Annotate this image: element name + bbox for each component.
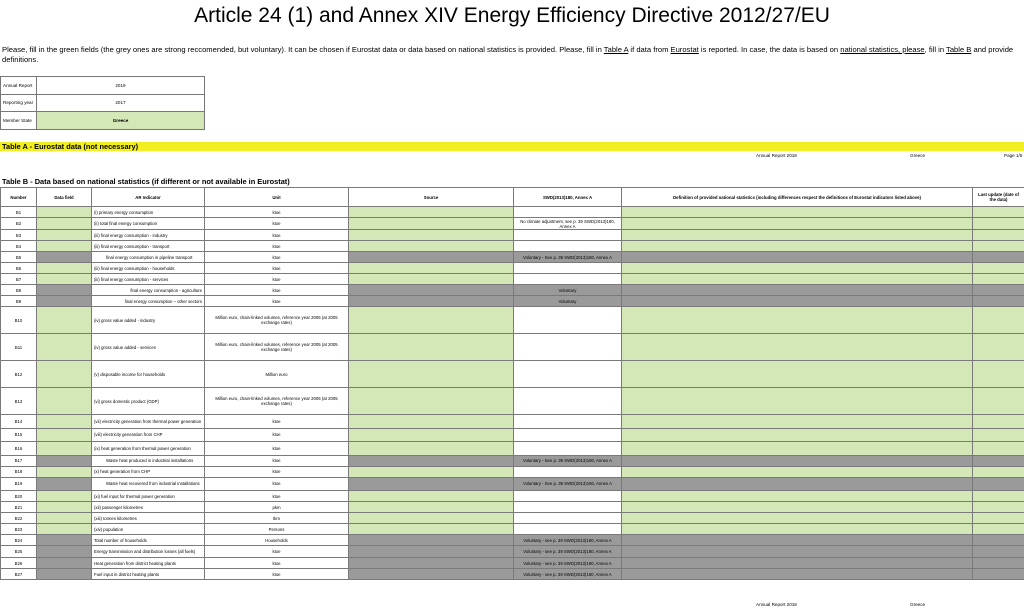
swd-note	[514, 428, 622, 442]
row-number: B2	[1, 218, 37, 230]
last-update-input[interactable]	[973, 296, 1024, 307]
source-input[interactable]	[349, 535, 514, 546]
table-row	[1, 524, 1024, 535]
indicator-label: (iv) gross value added - industry	[92, 307, 205, 334]
indicator-label: Waste heat recovered from industrial installations	[92, 477, 205, 491]
table-row	[1, 513, 1024, 524]
source-input[interactable]	[349, 442, 514, 456]
table-row	[1, 263, 1024, 274]
data-field-input[interactable]	[37, 307, 92, 334]
meta-row	[1, 112, 205, 130]
row-number: B8	[1, 285, 37, 296]
last-update-input[interactable]	[973, 252, 1024, 263]
unit-label: ktoe	[205, 207, 349, 218]
data-field-input[interactable]	[37, 535, 92, 546]
row-number: B21	[1, 502, 37, 513]
definition-input[interactable]	[622, 207, 973, 218]
swd-note	[514, 334, 622, 361]
swd-note	[514, 502, 622, 513]
source-input[interactable]	[349, 428, 514, 442]
indicator-label: (ix) heat generation from thermal power generation	[92, 442, 205, 456]
unit-label: ktoe	[205, 252, 349, 263]
definition-input[interactable]	[622, 477, 973, 491]
table-row	[1, 502, 1024, 513]
indicator-label: (i) primary energy consumption	[92, 207, 205, 218]
indicator-label: Energy transmission and distribution losses (all fuels)	[92, 546, 205, 558]
unit-label: ktoe	[205, 285, 349, 296]
member-state-field[interactable]: Greece	[37, 112, 205, 130]
definition-input[interactable]	[622, 241, 973, 252]
reporting-year-field[interactable]: 2017	[37, 94, 205, 112]
meta-label: Reporting year	[1, 94, 37, 112]
last-update-input[interactable]	[973, 491, 1024, 502]
row-number: B14	[1, 415, 37, 429]
table-row	[1, 361, 1024, 388]
data-field-input[interactable]	[37, 569, 92, 580]
swd-note	[514, 361, 622, 388]
table-row	[1, 274, 1024, 285]
swd-note	[514, 263, 622, 274]
last-update-input[interactable]	[973, 207, 1024, 218]
swd-note	[514, 307, 622, 334]
data-field-input[interactable]	[37, 334, 92, 361]
last-update-input[interactable]	[973, 535, 1024, 546]
national-statistics-link: national statistics, please	[840, 45, 925, 54]
unit-label: ktoe	[205, 442, 349, 456]
definition-input[interactable]	[622, 274, 973, 285]
table-row	[1, 491, 1024, 502]
indicator-label: final energy consumption - agriculture	[92, 285, 205, 296]
swd-note: No climate adjustment, see p. 39 SWD(2013)180, Annex A	[514, 218, 622, 230]
swd-note	[514, 415, 622, 429]
data-field-input[interactable]	[37, 218, 92, 230]
col-header-indicator: AR Indicator	[92, 188, 205, 207]
last-update-input[interactable]	[973, 466, 1024, 477]
source-input[interactable]	[349, 569, 514, 580]
source-input[interactable]	[349, 524, 514, 535]
last-update-input[interactable]	[973, 569, 1024, 580]
table-row	[1, 535, 1024, 546]
table-row	[1, 285, 1024, 296]
unit-label: ktoe	[205, 218, 349, 230]
last-update-input[interactable]	[973, 218, 1024, 230]
table-row	[1, 428, 1024, 442]
indicator-label: (iii) final energy consumption - services	[92, 274, 205, 285]
last-update-input[interactable]	[973, 307, 1024, 334]
indicator-label: final energy consumption in pipeline transport	[92, 252, 205, 263]
data-field-input[interactable]	[37, 207, 92, 218]
definition-input[interactable]	[622, 415, 973, 429]
unit-label: ktoe	[205, 230, 349, 241]
row-number: B27	[1, 569, 37, 580]
data-field-input[interactable]	[37, 477, 92, 491]
unit-label: ktoe	[205, 455, 349, 466]
last-update-input[interactable]	[973, 230, 1024, 241]
col-header-last-update: Last update (date of the data)	[973, 188, 1024, 207]
intro-text-2: if data from	[628, 45, 671, 54]
row-number: B16	[1, 442, 37, 456]
footer-page: Page 1/5	[1004, 153, 1023, 158]
source-input[interactable]	[349, 546, 514, 558]
swd-note	[514, 388, 622, 415]
definition-input[interactable]	[622, 252, 973, 263]
table-a-link: Table A	[603, 45, 629, 54]
swd-note	[514, 274, 622, 285]
table-row	[1, 252, 1024, 263]
eurostat-link: Eurostat	[670, 45, 699, 54]
last-update-input[interactable]	[973, 428, 1024, 442]
unit-label: ktoe	[205, 428, 349, 442]
table-row	[1, 296, 1024, 307]
unit-label: ktoe	[205, 241, 349, 252]
indicator-label: Fuel input in district heating plants	[92, 569, 205, 580]
indicator-label: (xi) fuel input for thermal power generation	[92, 491, 205, 502]
row-number: B7	[1, 274, 37, 285]
source-input[interactable]	[349, 285, 514, 296]
row-number: B15	[1, 428, 37, 442]
col-header-unit: Unit	[205, 188, 349, 207]
last-update-input[interactable]	[973, 502, 1024, 513]
indicator-label: (iv) gross value added - services	[92, 334, 205, 361]
data-field-input[interactable]	[37, 263, 92, 274]
report-meta-table	[0, 76, 205, 130]
last-update-input[interactable]	[973, 442, 1024, 456]
unit-label: ktoe	[205, 274, 349, 285]
annual-report-field[interactable]: 2019	[37, 77, 205, 95]
definition-input[interactable]	[622, 442, 973, 456]
unit-label: ktoe	[205, 569, 349, 580]
row-number: B3	[1, 230, 37, 241]
unit-label: ktoe	[205, 558, 349, 569]
data-field-input[interactable]	[37, 285, 92, 296]
footer-country: Greece	[910, 153, 926, 158]
last-update-input[interactable]	[973, 477, 1024, 491]
swd-note: Voluntary - see p. 39 SWD(2013)180, Annex A	[514, 569, 622, 580]
footer-country: Greece	[910, 602, 926, 607]
indicator-label: (xii) passenger kilometres	[92, 502, 205, 513]
indicator-label: (xiii) tonnes kilometres	[92, 513, 205, 524]
row-number: B5	[1, 252, 37, 263]
definition-input[interactable]	[622, 388, 973, 415]
indicator-label: (ii) total final energy consumption	[92, 218, 205, 230]
last-update-input[interactable]	[973, 558, 1024, 569]
swd-note	[514, 524, 622, 535]
row-number: B11	[1, 334, 37, 361]
table-row	[1, 230, 1024, 241]
row-number: B9	[1, 296, 37, 307]
source-input[interactable]	[349, 307, 514, 334]
row-number: B25	[1, 546, 37, 558]
data-field-input[interactable]	[37, 388, 92, 415]
intro-text-4: , fill in	[924, 45, 947, 54]
source-input[interactable]	[349, 334, 514, 361]
source-input[interactable]	[349, 274, 514, 285]
unit-label: Persons	[205, 524, 349, 535]
data-field-input[interactable]	[37, 502, 92, 513]
definition-input[interactable]	[622, 513, 973, 524]
col-header-source: Source	[349, 188, 514, 207]
source-input[interactable]	[349, 263, 514, 274]
row-number: B4	[1, 241, 37, 252]
table-row	[1, 415, 1024, 429]
definition-input[interactable]	[622, 230, 973, 241]
data-field-input[interactable]	[37, 442, 92, 456]
indicator-label: Heat generation from district heating plants	[92, 558, 205, 569]
swd-note: Voluntary	[514, 285, 622, 296]
indicator-label: (vii) electricity generation from thermal power generation	[92, 415, 205, 429]
data-field-input[interactable]	[37, 558, 92, 569]
indicator-label: Total number of households	[92, 535, 205, 546]
table-row	[1, 241, 1024, 252]
definition-input[interactable]	[622, 218, 973, 230]
source-input[interactable]	[349, 207, 514, 218]
unit-label: Million euro, chain-linked volumes, reference year 2005 (at 2005 exchange rates)	[205, 307, 349, 334]
meta-label: Annual Report	[1, 77, 37, 95]
col-header-number: Number	[1, 188, 37, 207]
col-header-data-field: Data field	[37, 188, 92, 207]
table-row	[1, 569, 1024, 580]
meta-row	[1, 77, 205, 95]
definition-input[interactable]	[622, 466, 973, 477]
indicator-label: (v) disposable income for households	[92, 361, 205, 388]
row-number: B17	[1, 455, 37, 466]
table-b-header-row	[1, 188, 1024, 207]
source-input[interactable]	[349, 218, 514, 230]
data-field-input[interactable]	[37, 361, 92, 388]
unit-label: ktoe	[205, 415, 349, 429]
last-update-input[interactable]	[973, 415, 1024, 429]
definition-input[interactable]	[622, 361, 973, 388]
data-field-input[interactable]	[37, 513, 92, 524]
swd-note: Voluntary - see p. 39 SWD(2013)180, Annex A	[514, 546, 622, 558]
source-input[interactable]	[349, 252, 514, 263]
data-field-input[interactable]	[37, 524, 92, 535]
definition-input[interactable]	[622, 569, 973, 580]
meta-row	[1, 94, 205, 112]
intro-text-5: and provide definitions.	[2, 45, 1014, 64]
last-update-input[interactable]	[973, 274, 1024, 285]
indicator-label: (iii) final energy consumption - industry	[92, 230, 205, 241]
table-a-header: Table A - Eurostat data (not necessary)	[0, 142, 1024, 151]
data-field-input[interactable]	[37, 546, 92, 558]
intro-text-3: is reported. In case, the data is based on	[698, 45, 841, 54]
definition-input[interactable]	[622, 285, 973, 296]
indicator-label: (iii) final energy consumption - transport	[92, 241, 205, 252]
definition-input[interactable]	[622, 558, 973, 569]
data-field-input[interactable]	[37, 466, 92, 477]
source-input[interactable]	[349, 491, 514, 502]
definition-input[interactable]	[622, 263, 973, 274]
source-input[interactable]	[349, 477, 514, 491]
row-number: B10	[1, 307, 37, 334]
swd-note	[514, 491, 622, 502]
unit-label: ktoe	[205, 546, 349, 558]
indicator-label: (iii) final energy consumption - households	[92, 263, 205, 274]
indicator-label: (vi) gross domestic product (GDP)	[92, 388, 205, 415]
col-header-swd: SWD(2013)180, Annex A	[514, 188, 622, 207]
definition-input[interactable]	[622, 502, 973, 513]
data-field-input[interactable]	[37, 491, 92, 502]
definition-input[interactable]	[622, 296, 973, 307]
last-update-input[interactable]	[973, 388, 1024, 415]
table-row	[1, 455, 1024, 466]
unit-label: Million euro, chain-linked volumes, reference year 2005 (at 2005 exchange rates)	[205, 334, 349, 361]
data-field-input[interactable]	[37, 252, 92, 263]
swd-note: Voluntary - See p. 39 SWD(2013)180, Annex A	[514, 252, 622, 263]
definition-input[interactable]	[622, 491, 973, 502]
unit-label: ktoe	[205, 477, 349, 491]
meta-label: Member State	[1, 112, 37, 130]
row-number: B26	[1, 558, 37, 569]
row-number: B6	[1, 263, 37, 274]
source-input[interactable]	[349, 513, 514, 524]
instructions	[2, 45, 1017, 65]
data-field-input[interactable]	[37, 296, 92, 307]
table-b	[0, 187, 1024, 580]
indicator-label: (viii) electricity generation from CHP	[92, 428, 205, 442]
table-b-body	[1, 207, 1024, 580]
last-update-input[interactable]	[973, 361, 1024, 388]
table-row	[1, 218, 1024, 230]
definition-input[interactable]	[622, 546, 973, 558]
source-input[interactable]	[349, 230, 514, 241]
unit-label: tkm	[205, 513, 349, 524]
swd-note: Voluntary - See p. 39 SWD(2013)180, Annex A	[514, 477, 622, 491]
page-title: Article 24 (1) and Annex XIV Energy Efficiency Directive 2012/27/EU	[194, 4, 830, 27]
definition-input[interactable]	[622, 455, 973, 466]
data-field-input[interactable]	[37, 274, 92, 285]
swd-note: Voluntary	[514, 296, 622, 307]
swd-note	[514, 513, 622, 524]
definition-input[interactable]	[622, 535, 973, 546]
swd-note	[514, 442, 622, 456]
table-row	[1, 207, 1024, 218]
row-number: B19	[1, 477, 37, 491]
indicator-label: Waste heat produced in industrial installations	[92, 455, 205, 466]
data-field-input[interactable]	[37, 428, 92, 442]
source-input[interactable]	[349, 296, 514, 307]
row-number: B12	[1, 361, 37, 388]
data-field-input[interactable]	[37, 455, 92, 466]
swd-note	[514, 241, 622, 252]
swd-note	[514, 466, 622, 477]
unit-label: Million euro, chain-linked volumes, reference year 2005 (at 2005 exchange rates)	[205, 388, 349, 415]
footer-report: Annual Report 2018	[756, 153, 797, 158]
table-row	[1, 307, 1024, 334]
indicator-label: final energy consumption – other sectors	[92, 296, 205, 307]
unit-label: Households	[205, 535, 349, 546]
table-row	[1, 388, 1024, 415]
source-input[interactable]	[349, 361, 514, 388]
row-number: B1	[1, 207, 37, 218]
table-row	[1, 334, 1024, 361]
table-row	[1, 466, 1024, 477]
row-number: B22	[1, 513, 37, 524]
page-footer	[0, 153, 1024, 159]
unit-label: ktoe	[205, 466, 349, 477]
data-field-input[interactable]	[37, 230, 92, 241]
unit-label: pkm	[205, 502, 349, 513]
source-input[interactable]	[349, 558, 514, 569]
swd-note: Voluntary - see p. 39 SWD(2013)180, Annex A	[514, 558, 622, 569]
source-input[interactable]	[349, 502, 514, 513]
data-field-input[interactable]	[37, 415, 92, 429]
table-row	[1, 558, 1024, 569]
source-input[interactable]	[349, 388, 514, 415]
table-row	[1, 546, 1024, 558]
last-update-input[interactable]	[973, 546, 1024, 558]
row-number: B20	[1, 491, 37, 502]
row-number: B24	[1, 535, 37, 546]
row-number: B23	[1, 524, 37, 535]
intro-text-1: Please, fill in the green fields (the grey ones are strong reccomended, but voluntary). It can be chosen if Eurostat data or data based on national statistics is provided. Please, fill in	[2, 45, 604, 54]
unit-label: Million euro	[205, 361, 349, 388]
row-number: B13	[1, 388, 37, 415]
table-b-link: Table B	[946, 45, 972, 54]
definition-input[interactable]	[622, 334, 973, 361]
col-header-definition: Definition of provided national statistics (including differences respect the definitions of Eurostat indicators listed above)	[622, 188, 973, 207]
page-footer-bottom	[0, 602, 1024, 608]
last-update-input[interactable]	[973, 513, 1024, 524]
unit-label: ktoe	[205, 491, 349, 502]
swd-note: Voluntary - see p. 39 SWD(2013)180, Annex A	[514, 535, 622, 546]
table-b-title: Table B - Data based on national statistics (if different or not available in Eurostat)	[2, 177, 290, 186]
definition-input[interactable]	[622, 428, 973, 442]
source-input[interactable]	[349, 415, 514, 429]
last-update-input[interactable]	[973, 263, 1024, 274]
swd-note	[514, 230, 622, 241]
source-input[interactable]	[349, 466, 514, 477]
table-row	[1, 477, 1024, 491]
footer-report: Annual Report 2018	[756, 602, 797, 607]
swd-note	[514, 207, 622, 218]
unit-label: ktoe	[205, 263, 349, 274]
row-number: B18	[1, 466, 37, 477]
last-update-input[interactable]	[973, 334, 1024, 361]
table-row	[1, 442, 1024, 456]
definition-input[interactable]	[622, 307, 973, 334]
source-input[interactable]	[349, 241, 514, 252]
indicator-label: (x) heat generation from CHP	[92, 466, 205, 477]
source-input[interactable]	[349, 455, 514, 466]
last-update-input[interactable]	[973, 241, 1024, 252]
data-field-input[interactable]	[37, 241, 92, 252]
swd-note: Voluntary - See p. 39 SWD(2013)180, Annex A	[514, 455, 622, 466]
last-update-input[interactable]	[973, 455, 1024, 466]
last-update-input[interactable]	[973, 524, 1024, 535]
last-update-input[interactable]	[973, 285, 1024, 296]
indicator-label: (xiv) population	[92, 524, 205, 535]
definition-input[interactable]	[622, 524, 973, 535]
unit-label: ktoe	[205, 296, 349, 307]
